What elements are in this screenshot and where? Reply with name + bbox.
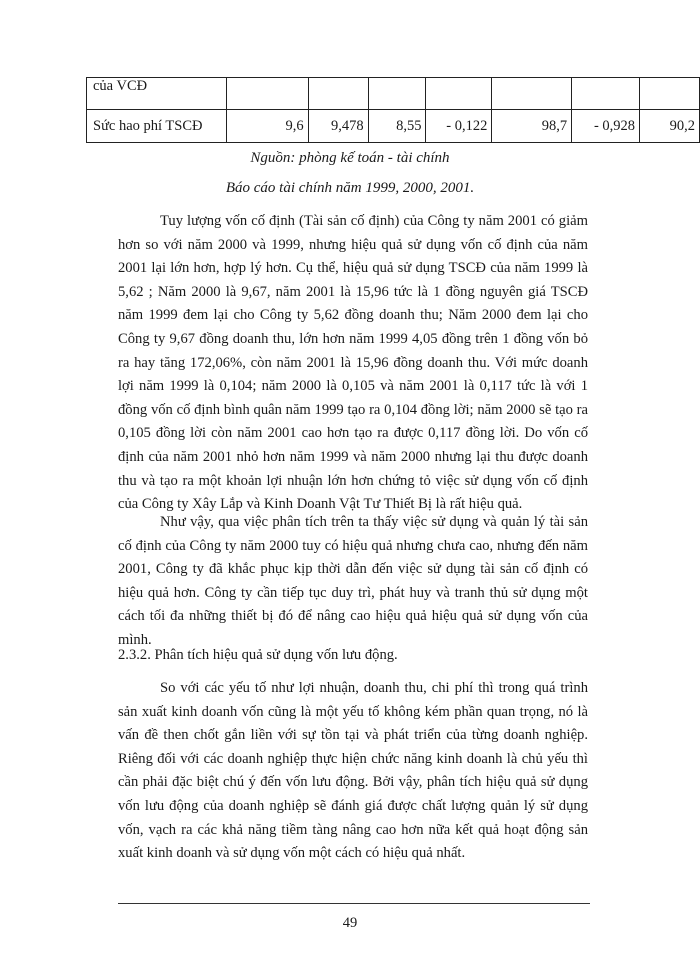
table-cell	[426, 78, 492, 110]
paragraph-text: Như vậy, qua việc phân tích trên ta thấy việc sử dụng và quản lý tài sản cố định của Công ty năm 2000 tuy có hiệu quả nhưng chưa cao, nhưng đến năm 2001, Công ty đã khắc phục kịp thời dẫn đến việc sử dụng tài sản cố định có hiệu quả hơn. Công ty cần tiếp tục duy trì, phát huy và tranh thủ sử dụng một cách tối đa những thiết bị đó để nâng cao hiệu quả hiệu quả sử dụng vốn của mình.	[118, 514, 588, 648]
table-cell: 9,6	[226, 110, 308, 143]
footer-divider	[118, 903, 590, 904]
table-cell	[640, 78, 700, 110]
paragraph-text: So với các yếu tố như lợi nhuận, doanh thu, chi phí thì trong quá trình sản xuất kinh doanh vốn cũng là một yếu tố không kém phần quan trọng, nó là vấn đề then chốt gắn liền với sự tồn tại và phát triển của từng doanh nghiệp. Riêng đối với các doanh nghiệp thực hiện chức năng kinh doanh là chủ yếu thì cần phải đặc biệt chú ý đến vốn lưu động. Bởi vậy, phân tích hiệu quả sử dụng vốn lưu động của doanh nghiệp sẽ đánh giá được chất lượng quản lý sử dụng vốn, vạch ra các khả năng tiềm tàng nâng cao hơn nữa kết quả hoạt động sản xuất kinh doanh và sử dụng vốn một cách có hiệu quả nhất.	[118, 680, 588, 862]
body-paragraph	[118, 511, 588, 653]
table-cell: - 0,122	[426, 110, 492, 143]
table-cell	[368, 78, 426, 110]
table-cell	[492, 78, 572, 110]
source-caption: Nguồn: phòng kế toán - tài chính	[250, 150, 450, 166]
fixed-asset-efficiency-table	[86, 77, 700, 143]
table-row	[87, 78, 700, 110]
body-paragraph	[118, 677, 588, 866]
page-number: 49	[342, 915, 358, 931]
body-paragraph	[118, 210, 588, 517]
table-cell: 90,2	[640, 110, 700, 143]
row-label: Sức hao phí TSCĐ	[87, 110, 227, 143]
table-cell	[308, 78, 368, 110]
row-label: của VCĐ	[87, 78, 227, 110]
table-cell: - 0,928	[572, 110, 640, 143]
table-cell: 98,7	[492, 110, 572, 143]
table-cell: 8,55	[368, 110, 426, 143]
table-cell	[572, 78, 640, 110]
table-row	[87, 110, 700, 143]
section-heading: 2.3.2. Phân tích hiệu quả sử dụng vốn lưu động.	[118, 647, 398, 663]
table-cell	[226, 78, 308, 110]
paragraph-text: Tuy lượng vốn cố định (Tài sản cố định) của Công ty năm 2001 có giảm hơn so với năm 2000 và 1999, nhưng hiệu quả sử dụng vốn cố định của năm 2001 lại lớn hơn, hợp lý hơn. Cụ thể, hiệu quả sử dụng TSCĐ của năm 1999 là 5,62 ; Năm 2000 là 9,67, năm 2001 là 15,96 tức là 1 đồng nguyên giá TSCĐ năm 1999 đem lại cho Công ty 5,62 đồng doanh thu; Năm 2000 đem lại cho Công ty 9,67 đồng doanh thu, lớn hơn năm 1999 4,05 đồng trên 1 đồng vốn bỏ ra hay tăng 172,06%, còn năm 2001 là 15,96 đồng doanh thu. Với mức doanh lợi năm 1999 là 0,104; năm 2000 là 0,105 và năm 2001 là 0,117 tức là với 1 đồng vốn cố định bình quân năm 1999 tạo ra 0,104 đồng lời; năm 2000 sẽ tạo ra 0,105 đồng lời còn năm 2001 cao hơn tạo ra được 0,117 đồng lời. Do vốn cố định của năm 2001 nhỏ hơn năm 1999 và năm 2000 nhưng lại thu được doanh thu và tạo ra một khoản lợi nhuận lớn hơn chứng tỏ việc sử dụng vốn cố định của Công ty Xây Lắp và Kinh Doanh Vật Tư Thiết Bị là rất hiệu quả.	[118, 213, 588, 513]
table-cell: 9,478	[308, 110, 368, 143]
source-caption-report: Báo cáo tài chính năm 1999, 2000, 2001.	[225, 180, 475, 196]
